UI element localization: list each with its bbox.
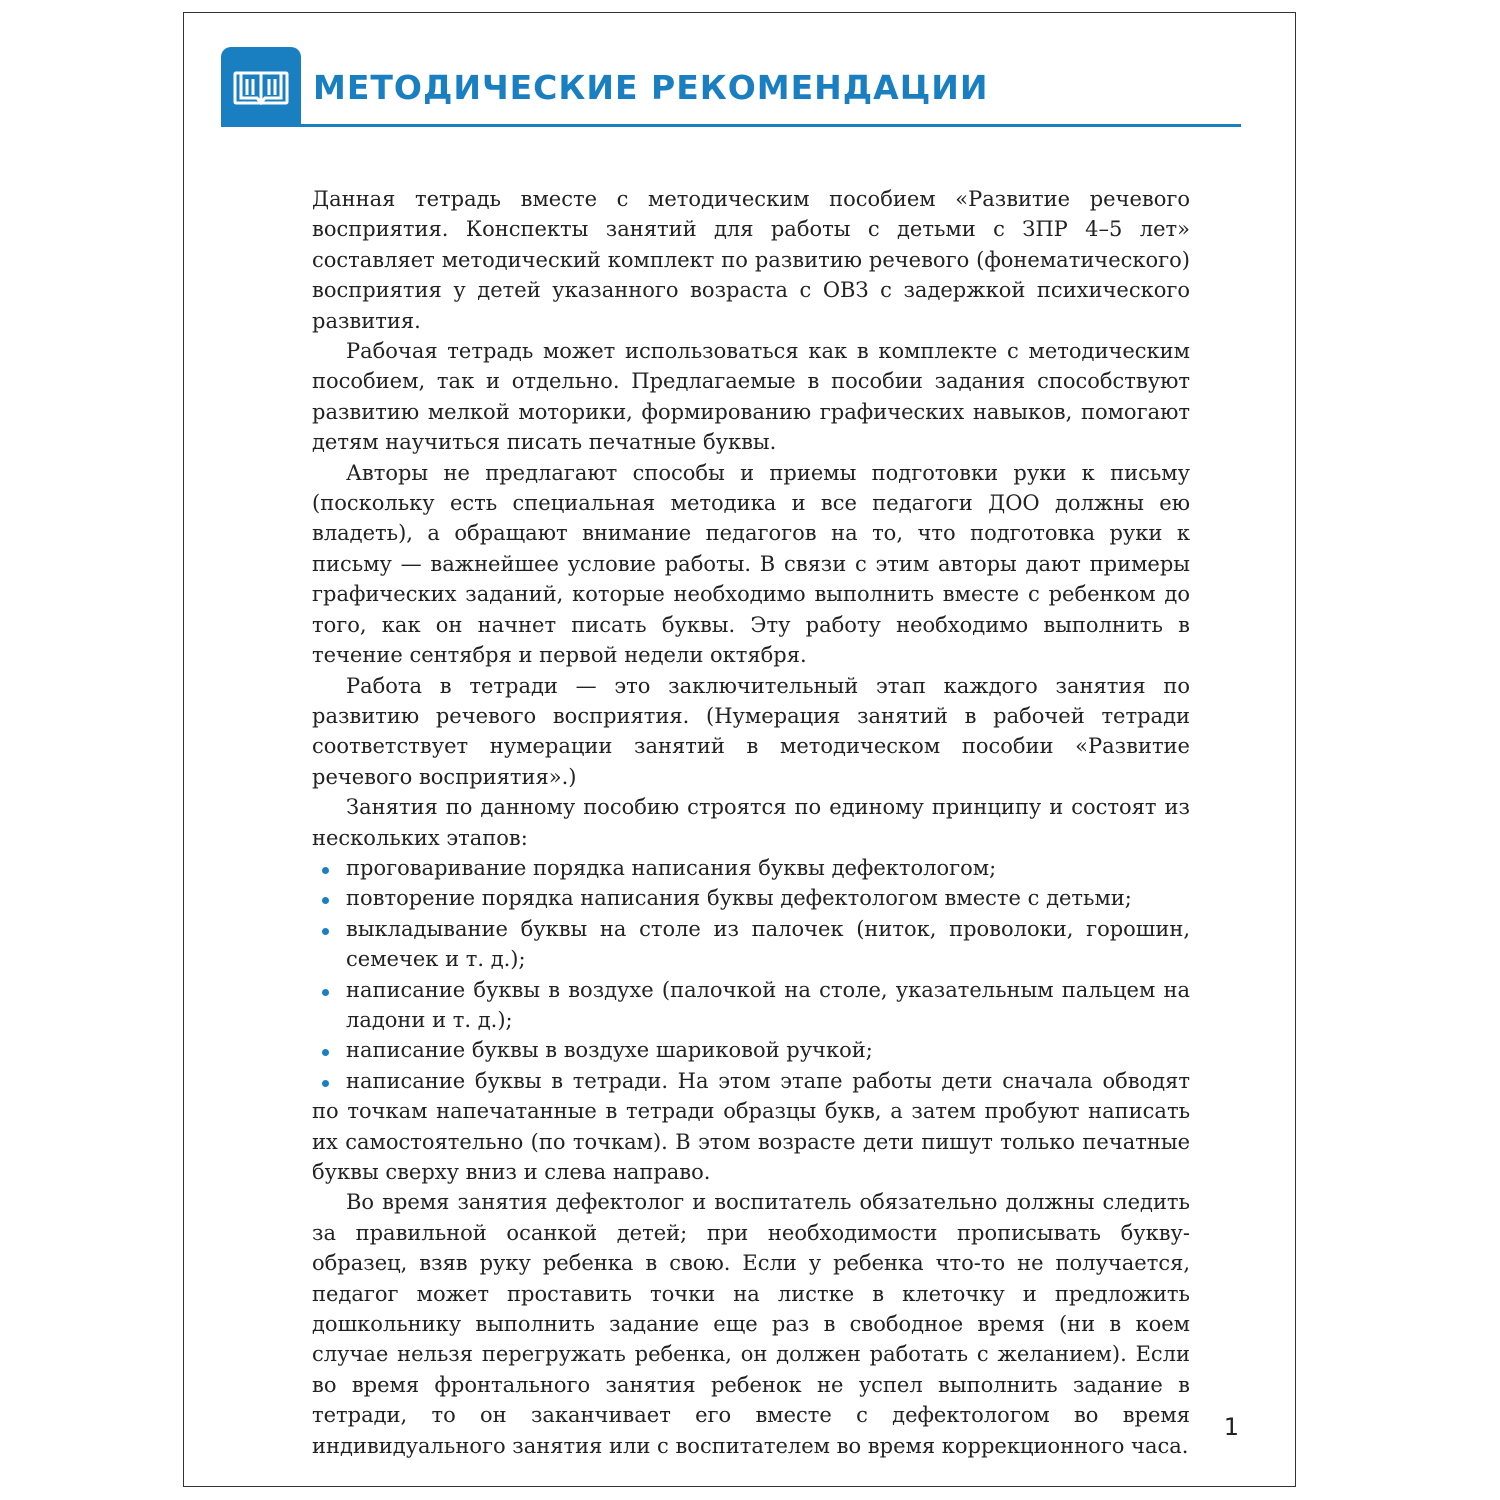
paragraph-intro: Данная тетрадь вместе с методическим пособием «Развитие речевого восприятия. Конспекты занятий для работы с детьми с ЗПР 4–5 лет» составляет методический комплект по развитию речевого (фонематического) восприятия у детей указанного возраста с ОВЗ с задержкой психического развития.: [312, 187, 1190, 333]
paragraph-workbook: Работа в тетради — это заключительный этап каждого занятия по развитию речевого восприятия. (Нумерация занятий в рабочей тетради соответствует нумерации занятий в методическом пособии «Развитие речевого восприятия».): [312, 673, 1190, 789]
bullet-icon: [322, 1080, 329, 1087]
list-item: проговаривание порядка написания буквы дефектологом;: [312, 853, 1190, 883]
bullet-icon: [322, 928, 329, 935]
list-item: написание буквы в воздухе (палочкой на столе, указательным пальцем на ладони и т. д.);: [312, 975, 1190, 1036]
bullet-icon: [322, 989, 329, 996]
bullet-icon: [322, 1049, 329, 1056]
paragraph-steps-intro: Занятия по данному пособию строятся по единому принципу и состоят из нескольких этапов:: [312, 795, 1190, 850]
paragraph-supervision: Во время занятия дефектолог и воспитатель обязательно должны следить за правильной осанкой детей; при необходимости прописывать букву-образец, взяв руку ребенка в свою. Если у ребенка что-то не получается, педагог может проставить точки на листке в клеточку и предложить дошкольнику выполнить задание еще раз в свободное время (ни в коем случае нельзя перегружать ребенка, он должен работать с желанием). Если во время фронтального занятия ребенок не успел выполнить задание в тетради, то он заканчивает его вместе с дефектологом во время индивидуального занятия или с воспитателем во время коррекционного часа.: [312, 1190, 1190, 1458]
body-text: [312, 184, 1190, 1461]
page-number: 1: [1223, 1413, 1239, 1441]
section-header: [221, 47, 1241, 127]
list-item: написание буквы в воздухе шариковой ручкой;: [312, 1035, 1190, 1065]
list-item: выкладывание буквы на столе из палочек (ниток, проволоки, горошин, семечек и т. д.);: [312, 914, 1190, 975]
page-title: МЕТОДИЧЕСКИЕ РЕКОМЕНДАЦИИ: [313, 68, 989, 107]
list-item: повторение порядка написания буквы дефектологом вместе с детьми;: [312, 883, 1190, 913]
document-page: [183, 12, 1296, 1487]
paragraph-usage: Рабочая тетрадь может использоваться как в комплекте с методическим пособием, так и отдельно. Предлагаемые в пособии задания способствуют развитию мелкой моторики, формированию графических навыков, помогают детям научиться писать печатные буквы.: [312, 339, 1190, 455]
bullet-icon: [322, 867, 329, 874]
list-item: написание буквы в тетради. На этом этапе работы дети сначала обводят по точкам напечатанные в тетради образцы букв, а затем пробуют написать их самостоятельно (по точкам). В этом возрасте дети пишут только печатные буквы сверху вниз и слева направо.: [312, 1068, 1190, 1184]
title-underline: [301, 124, 1241, 127]
bullet-icon: [322, 897, 329, 904]
book-icon: [221, 47, 301, 127]
steps-list: [312, 853, 1190, 1187]
paragraph-authors: Авторы не предлагают способы и приемы подготовки руки к письму (поскольку есть специальная методика и все педагоги ДОО должны ею владеть), а обращают внимание педагогов на то, что подготовка руки к письму — важнейшее условие работы. В связи с этим авторы дают примеры графических заданий, которые необходимо выполнить вместе с ребенком до того, как он начнет писать буквы. Эту работу необходимо выполнить в течение сентября и первой недели октября.: [312, 460, 1190, 668]
